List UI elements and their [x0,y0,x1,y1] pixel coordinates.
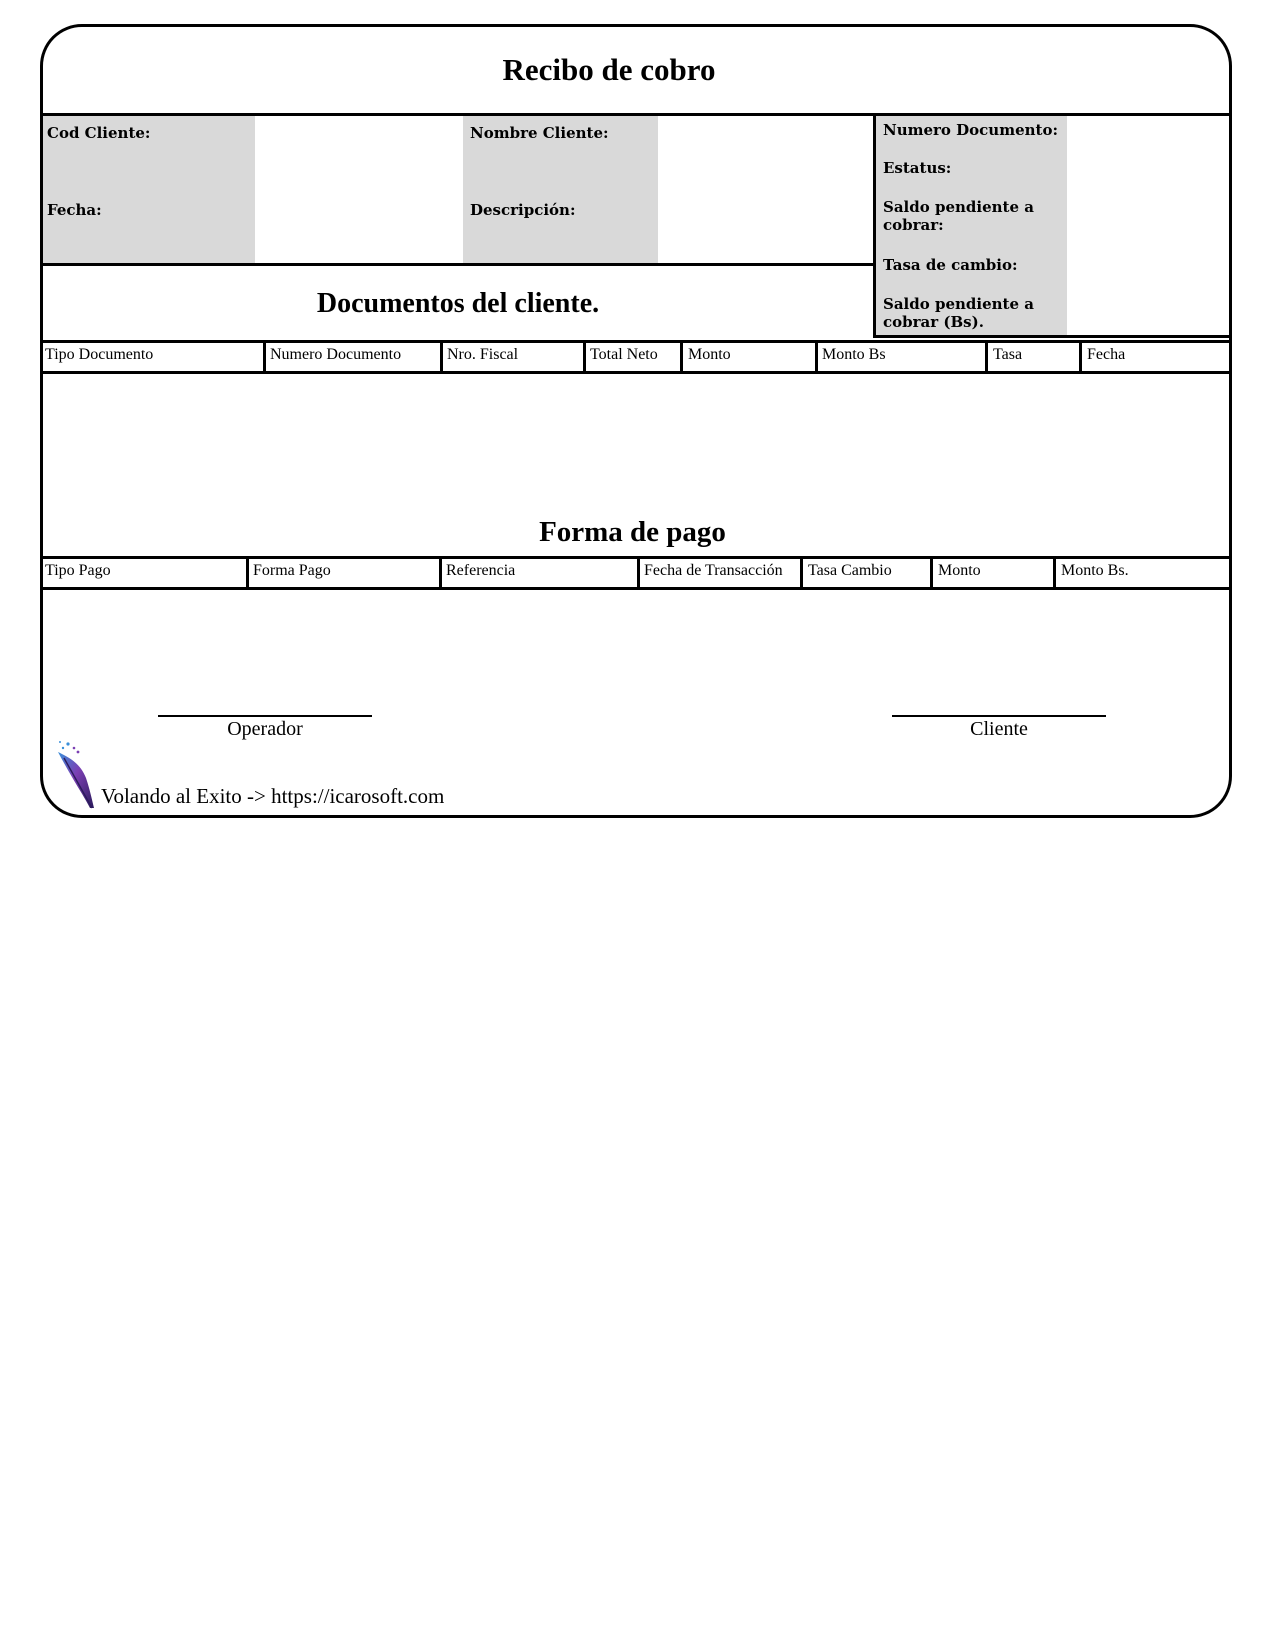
doc-col-divider [583,340,586,374]
saldo-pendiente-label: Saldo pendiente a cobrar: [883,198,1034,234]
documents-section-title: Documentos del cliente. [316,288,600,319]
doc-info-box [873,113,1232,338]
doc-col-divider [985,340,988,374]
doc-header-monto-bs: Monto Bs [822,346,886,363]
pay-col-divider [800,556,803,590]
pay-header-tasa-cambio: Tasa Cambio [808,562,892,579]
fecha-label: Fecha: [47,201,102,219]
feather-logo-icon [54,738,98,810]
doc-header-tipo-documento: Tipo Documento [45,346,154,363]
operador-label: Operador [227,718,303,740]
doc-header-fecha: Fecha [1087,346,1126,363]
cliente-signature-line [892,715,1106,717]
pay-header-monto: Monto [938,562,981,579]
doc-header-numero-documento: Numero Documento [270,346,402,363]
footer-tagline: Volando al Exito -> https://icarosoft.com [101,784,445,808]
receipt-title: Recibo de cobro [502,52,716,87]
pay-header-fecha-transaccion: Fecha de Transacción [644,562,783,579]
cod-cliente-label: Cod Cliente: [47,124,151,142]
payment-section-title: Forma de pago [539,516,726,548]
estatus-label: Estatus: [883,159,952,177]
descripcion-label: Descripción: [470,201,576,219]
doc-header-tasa: Tasa [993,346,1023,363]
doc-col-divider [680,340,683,374]
doc-col-divider [815,340,818,374]
saldo-pendiente-bs-label: Saldo pendiente a cobrar (Bs). [883,295,1034,331]
pay-header-referencia: Referencia [446,562,516,579]
pay-col-divider [637,556,640,590]
nombre-cliente-label: Nombre Cliente: [470,124,609,142]
pay-col-divider [930,556,933,590]
doc-header-nro-fiscal: Nro. Fiscal [447,346,519,363]
client-info-bottom-border [40,263,876,266]
operador-signature-line [158,715,372,717]
doc-col-divider [263,340,266,374]
pay-header-monto-bs: Monto Bs. [1061,562,1129,579]
doc-header-total-neto: Total Neto [590,346,658,363]
numero-documento-label: Numero Documento: [883,121,1059,139]
doc-col-divider [440,340,443,374]
pay-header-forma-pago: Forma Pago [253,562,331,579]
tasa-cambio-label: Tasa de cambio: [883,256,1018,274]
pay-col-divider [246,556,249,590]
pay-header-tipo-pago: Tipo Pago [45,562,111,579]
pay-col-divider [1053,556,1056,590]
doc-header-monto: Monto [688,346,731,363]
doc-col-divider [1079,340,1082,374]
cliente-label: Cliente [970,718,1028,740]
pay-col-divider [439,556,442,590]
